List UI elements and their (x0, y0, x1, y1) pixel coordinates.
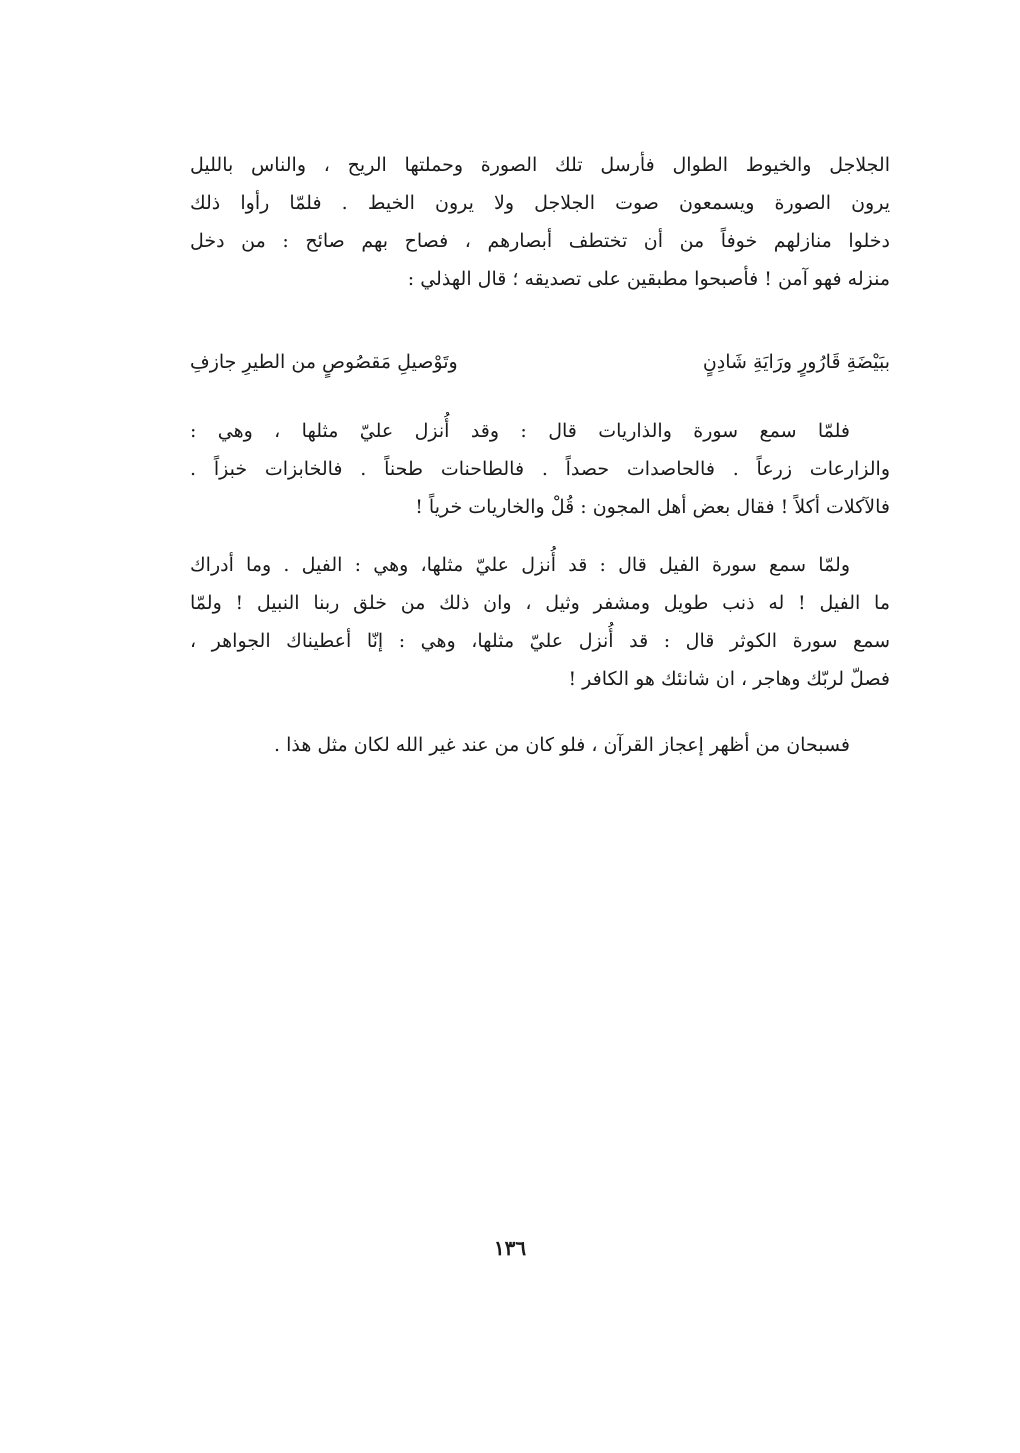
text-line: الجلاجل والخيوط الطوال فأرسل تلك الصورة وحملتها الريح ، والناس بالليل (190, 154, 890, 176)
text-line: سمع سورة الكوثر قال : قد أُنزل عليّ مثلها، وهي : إنّا أعطيناك الجواهر ، (190, 630, 890, 652)
paragraph-1 (190, 146, 890, 298)
poetry-verse (190, 342, 890, 382)
text-line: والزارعات زرعاً . فالحاصدات حصداً . فالطاحنات طحناً . فالخابزات خبزاً . (190, 458, 890, 480)
paragraph-4 (190, 726, 890, 764)
text-line: يرون الصورة ويسمعون صوت الجلاجل ولا يرون الخيط . فلمّا رأوا ذلك (190, 192, 890, 214)
paragraph-2 (190, 412, 890, 526)
text-line: فلمّا سمع سورة والذاريات قال : وقد أُنزل عليّ مثلها ، وهي : (190, 420, 850, 442)
paragraph-3 (190, 546, 890, 698)
text-line: دخلوا منازلهم خوفاً من أن تختطف أبصارهم ، فصاح بهم صائح : من دخل (190, 230, 890, 252)
text-line: ما الفيل ! له ذنب طويل ومشفر وثيل ، وان ذلك من خلق ربنا النبيل ! ولمّا (190, 592, 890, 614)
text-line: فالآكلات أكلاً ! فقال بعض أهل المجون : قُلْ والخاريات خرياً ! (415, 496, 890, 518)
verse-second-hemistich: وتَوْصيلِ مَقصُوصٍ من الطيرِ جازفِ (190, 351, 458, 373)
text-line: ولمّا سمع سورة الفيل قال : قد أُنزل عليّ مثلها، وهي : الفيل . وما أدراك (190, 554, 850, 576)
text-line: فصلّ لربّك وهاجر ، ان شانئك هو الكافر ! (568, 668, 890, 690)
text-line: فسبحان من أظهر إعجاز القرآن ، فلو كان من عند غير الله لكان مثل هذا . (273, 734, 850, 756)
text-line: منزله فهو آمن ! فأصبحوا مطبقين على تصديقه ؛ قال الهذلي : (407, 268, 890, 290)
verse-first-hemistich: ببَيْضَةِ قَارُورٍ ورَايَةِ شَادِنٍ (702, 351, 890, 373)
page-number: ١٣٦ (493, 1236, 527, 1260)
